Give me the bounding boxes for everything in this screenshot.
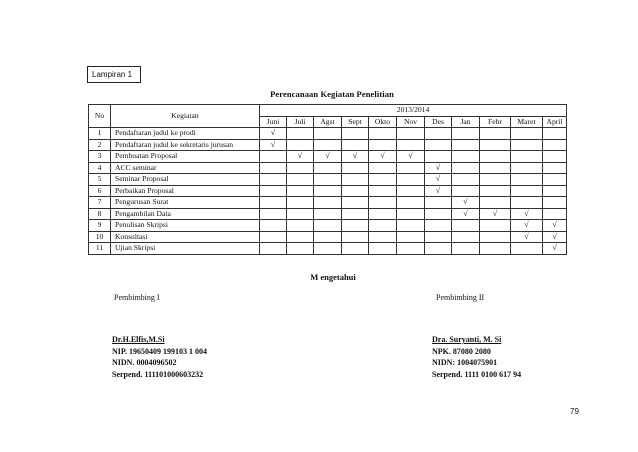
supervisor-2-npk: NPK. 87080 2080 [432,346,491,356]
checkmark-icon: √ [511,231,543,243]
checkmark-icon: √ [397,151,425,163]
empty-cell [314,208,342,220]
empty-cell [342,185,369,197]
empty-cell [342,174,369,186]
checkmark-icon: √ [480,208,511,220]
header-month: Jan [452,116,480,128]
empty-cell [287,185,314,197]
empty-cell [397,162,425,174]
empty-cell [425,208,452,220]
row-number: 5 [89,174,111,186]
empty-cell [342,139,369,151]
supervisor-1-nidn: NIDN. 0004096502 [112,358,177,367]
empty-cell [369,174,397,186]
table-row [89,220,567,232]
empty-cell [480,243,511,255]
header-academic-year: 2013/2014 [260,105,567,117]
empty-cell [511,139,543,151]
activity-name: Ujian Skripsi [111,243,260,255]
empty-cell [480,220,511,232]
checkmark-icon: √ [342,151,369,163]
row-number: 1 [89,128,111,140]
supervisor-2-signature-block [432,334,521,380]
activity-name: Perbaikan Proposal [111,185,260,197]
empty-cell [314,162,342,174]
header-month: April [543,116,567,128]
table-row [89,197,567,209]
empty-cell [314,231,342,243]
empty-cell [480,185,511,197]
empty-cell [397,139,425,151]
supervisor-2-label: Pembimbing II [436,293,485,302]
empty-cell [314,128,342,140]
header-month: Juni [260,116,287,128]
checkmark-icon: √ [287,151,314,163]
empty-cell [287,220,314,232]
empty-cell [314,174,342,186]
row-number: 6 [89,185,111,197]
supervisor-1-name: Dr.H.Elfis,M.Si [112,335,165,344]
empty-cell [314,185,342,197]
row-number: 7 [89,197,111,209]
empty-cell [397,231,425,243]
header-month: Maret [511,116,543,128]
activity-name: Konsultasi [111,231,260,243]
empty-cell [397,128,425,140]
supervisor-2-serpend: Serpend. 1111 0100 617 94 [432,369,522,379]
empty-cell [511,151,543,163]
empty-cell [369,139,397,151]
table-row [89,128,567,140]
empty-cell [511,162,543,174]
checkmark-icon: √ [425,185,452,197]
empty-cell [452,185,480,197]
document-title: Perencanaan Kegiatan Penelitian [270,89,394,99]
empty-cell [369,220,397,232]
empty-cell [452,243,480,255]
empty-cell [452,162,480,174]
empty-cell [425,151,452,163]
header-month: Agst [314,116,342,128]
empty-cell [452,231,480,243]
empty-cell [425,243,452,255]
empty-cell [397,197,425,209]
checkmark-icon: √ [260,128,287,140]
empty-cell [397,220,425,232]
empty-cell [543,139,567,151]
empty-cell [260,151,287,163]
empty-cell [369,128,397,140]
supervisor-1-nip: NIP. 19650409 199103 1 004 [112,346,208,356]
header-month: Nov [397,116,425,128]
header-no: No [89,105,111,128]
table-row [89,231,567,243]
empty-cell [452,128,480,140]
empty-cell [480,174,511,186]
header-month: Des [425,116,452,128]
empty-cell [287,162,314,174]
empty-cell [511,197,543,209]
empty-cell [287,243,314,255]
empty-cell [314,220,342,232]
supervisor-1-label: Pembimbing I [114,293,160,302]
row-number: 9 [89,220,111,232]
empty-cell [287,174,314,186]
activity-name: Pendaftaran judul ke prodi [111,128,260,140]
empty-cell [260,174,287,186]
supervisor-1-signature-block [112,334,207,380]
page-number: 79 [570,407,579,416]
empty-cell [287,139,314,151]
empty-cell [480,231,511,243]
empty-cell [314,139,342,151]
empty-cell [480,197,511,209]
row-number: 4 [89,162,111,174]
empty-cell [511,128,543,140]
empty-cell [452,174,480,186]
empty-cell [342,162,369,174]
table-row [89,174,567,186]
row-number: 10 [89,231,111,243]
schedule-body [89,128,567,255]
appendix-label: Lampiran 1 [87,66,141,83]
empty-cell [260,162,287,174]
empty-cell [314,243,342,255]
checkmark-icon: √ [511,220,543,232]
empty-cell [369,185,397,197]
empty-cell [369,197,397,209]
table-header-row [89,105,567,117]
empty-cell [511,243,543,255]
checkmark-icon: √ [452,208,480,220]
empty-cell [511,174,543,186]
empty-cell [260,185,287,197]
empty-cell [480,128,511,140]
supervisor-2-name: Dra. Suryanti, M. Si [432,335,502,344]
empty-cell [260,208,287,220]
row-number: 8 [89,208,111,220]
empty-cell [287,231,314,243]
empty-cell [342,220,369,232]
checkmark-icon: √ [369,151,397,163]
header-activity: Kegiatan [111,105,260,128]
header-month: Okto [369,116,397,128]
header-month: Juli [287,116,314,128]
empty-cell [287,128,314,140]
empty-cell [397,208,425,220]
table-row [89,162,567,174]
empty-cell [452,139,480,151]
empty-cell [480,139,511,151]
checkmark-icon: √ [543,231,567,243]
empty-cell [543,185,567,197]
empty-cell [369,162,397,174]
empty-cell [543,128,567,140]
activity-name: Pembuatan Proposal [111,151,260,163]
table-row [89,185,567,197]
empty-cell [397,174,425,186]
empty-cell [452,220,480,232]
empty-cell [314,197,342,209]
empty-cell [397,185,425,197]
empty-cell [342,243,369,255]
empty-cell [452,151,480,163]
empty-cell [342,208,369,220]
row-number: 2 [89,139,111,151]
table-row [89,208,567,220]
row-number: 11 [89,243,111,255]
header-month: Febr [480,116,511,128]
empty-cell [342,128,369,140]
empty-cell [425,139,452,151]
empty-cell [543,208,567,220]
activity-name: Seminar Proposal [111,174,260,186]
header-month: Sept [342,116,369,128]
supervisor-1-serpend: Serpend. 111101000603232 [112,369,204,379]
supervisor-2-nidn: NIDN: 1004075901 [432,358,498,367]
checkmark-icon: √ [452,197,480,209]
row-number: 3 [89,151,111,163]
empty-cell [425,197,452,209]
empty-cell [425,220,452,232]
empty-cell [369,243,397,255]
empty-cell [543,197,567,209]
table-row [89,151,567,163]
checkmark-icon: √ [511,208,543,220]
empty-cell [287,197,314,209]
checkmark-icon: √ [260,139,287,151]
empty-cell [260,243,287,255]
empty-cell [425,231,452,243]
checkmark-icon: √ [425,174,452,186]
activity-name: Pendaftaran judul ke sekretaris jurusan [111,139,260,151]
empty-cell [260,197,287,209]
activity-name: Penulisan Skripsi [111,220,260,232]
checkmark-icon: √ [543,220,567,232]
empty-cell [511,185,543,197]
empty-cell [260,220,287,232]
empty-cell [260,231,287,243]
empty-cell [543,174,567,186]
empty-cell [397,243,425,255]
checkmark-icon: √ [314,151,342,163]
empty-cell [342,197,369,209]
activity-name: ACC seminar [111,162,260,174]
table-row [89,139,567,151]
checkmark-icon: √ [425,162,452,174]
acknowledgement-heading: M engetahui [310,272,356,282]
activity-name: Pengurusan Surat [111,197,260,209]
empty-cell [543,162,567,174]
empty-cell [369,208,397,220]
empty-cell [287,208,314,220]
empty-cell [425,128,452,140]
activity-name: Pengambilan Data [111,208,260,220]
empty-cell [480,162,511,174]
checkmark-icon: √ [543,243,567,255]
activity-schedule-table [88,104,567,255]
empty-cell [543,151,567,163]
empty-cell [480,151,511,163]
table-row [89,243,567,255]
empty-cell [369,231,397,243]
empty-cell [342,231,369,243]
